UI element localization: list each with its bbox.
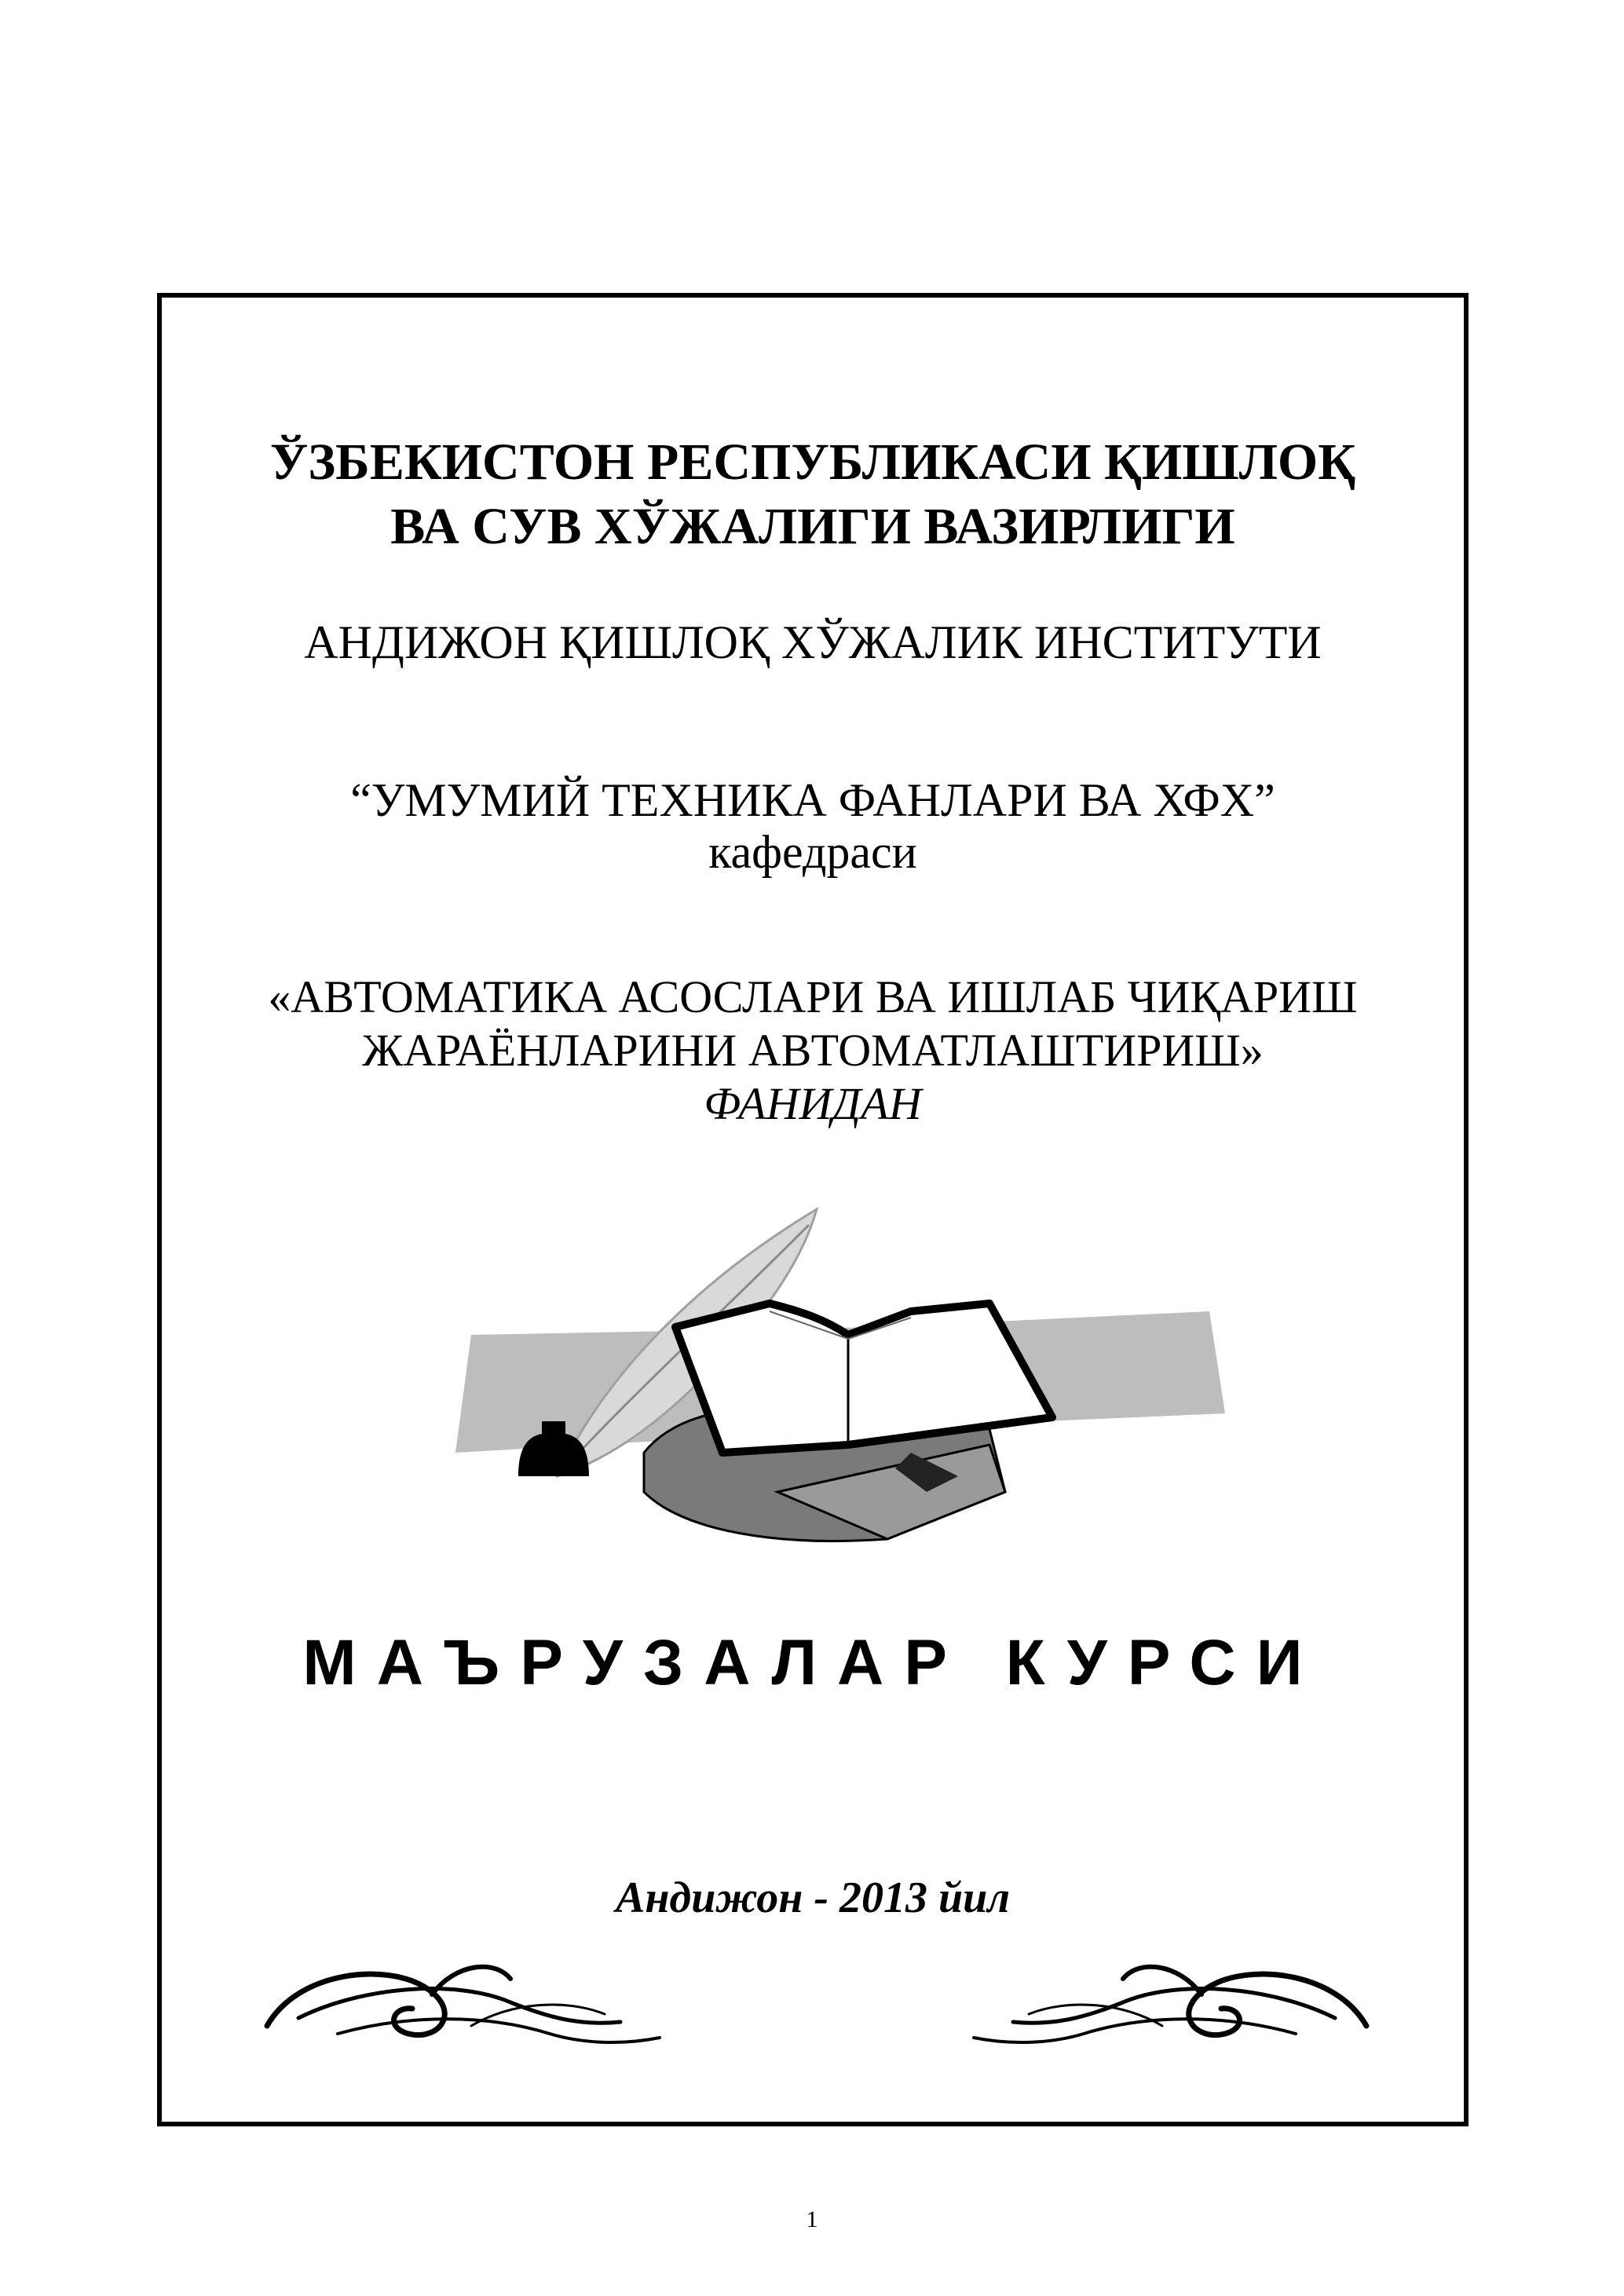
subject-block bbox=[157, 971, 1469, 1131]
institute-name: АНДИЖОН ҚИШЛОҚ ХЎЖАЛИК ИНСТИТУТИ bbox=[304, 616, 1322, 668]
subject-line-1: «АВТОМАТИКА АСОСЛАРИ ВА ИШЛАБ ЧИҚАРИШ bbox=[268, 971, 1358, 1022]
open-book-icon bbox=[675, 1303, 1052, 1453]
department-block bbox=[157, 774, 1469, 878]
department-name: “УМУМИЙ ТЕХНИКА ФАНЛАРИ ВА ХФХ” bbox=[350, 774, 1275, 826]
city-year: Андижон - 2013 йил bbox=[615, 1874, 1011, 1922]
department-word: кафедраси bbox=[708, 826, 917, 878]
course-title: МАЪРУЗАЛАР КУРСИ bbox=[302, 1627, 1323, 1698]
ornament-flourish bbox=[251, 1940, 1382, 2057]
subject-line-2: ЖАРАЁНЛАРИНИ АВТОМАТЛАШТИРИШ» bbox=[362, 1025, 1264, 1076]
ministry-heading: ЎЗБЕКИСТОН РЕСПУБЛИКАСИ ҚИШЛОҚ ВА СУВ ХЎЖАЛИГИ ВАЗИРЛИГИ bbox=[269, 433, 1356, 555]
subject-suffix: ФАНИДАН bbox=[704, 1078, 922, 1129]
book-quill-illustration bbox=[440, 1194, 1225, 1586]
page-number: 1 bbox=[806, 2206, 818, 2232]
